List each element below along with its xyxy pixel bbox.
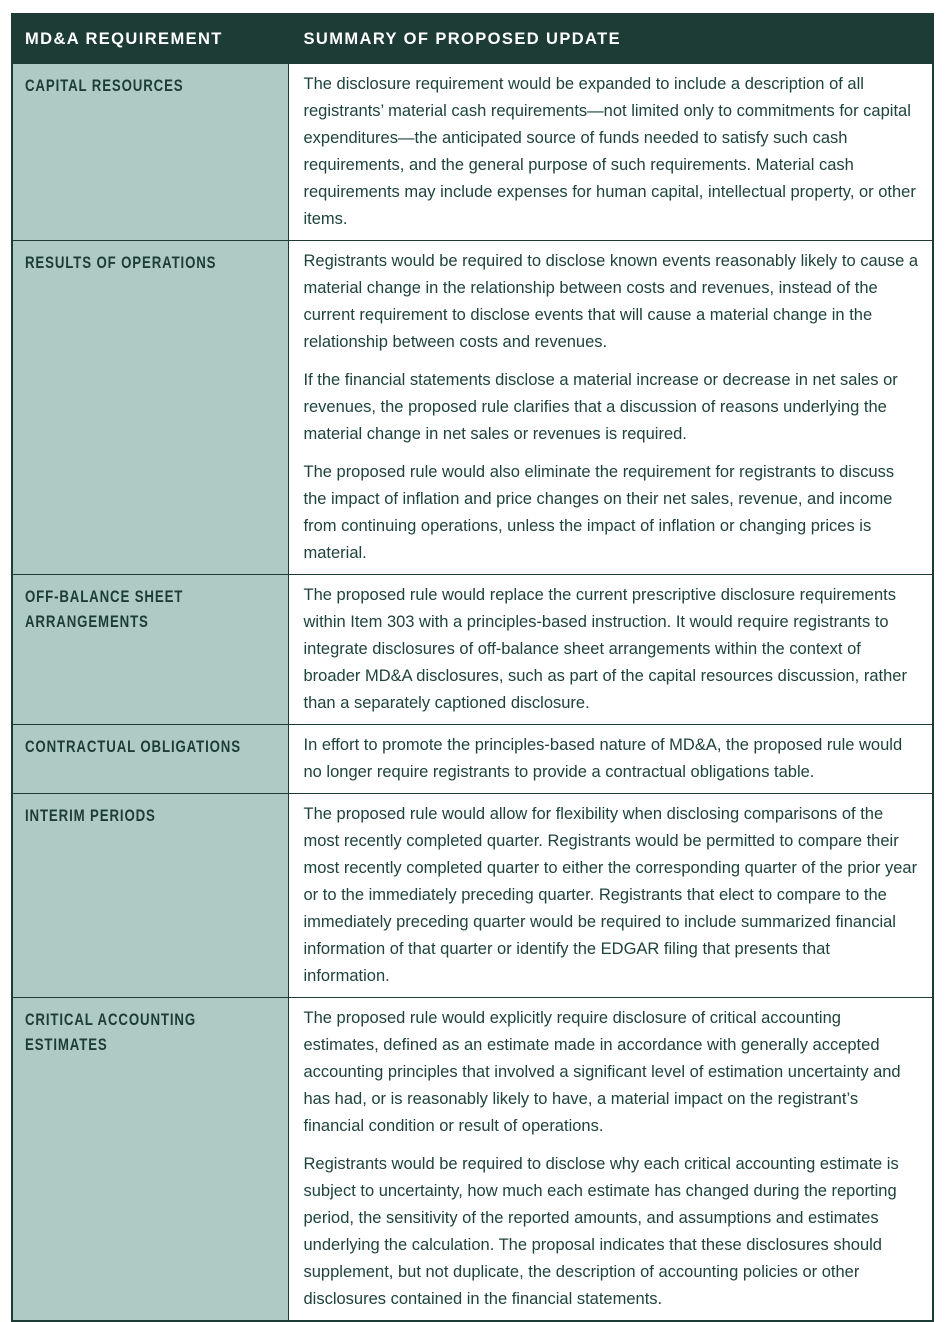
summary-cell	[288, 575, 933, 725]
summary-cell	[288, 241, 933, 575]
mdna-proposed-update-table	[11, 13, 934, 1322]
requirement-label: CRITICAL ACCOUNTING ESTIMATES	[25, 1010, 197, 1054]
requirement-cell	[12, 998, 288, 1322]
requirement-label: INTERIM PERIODS	[25, 806, 156, 825]
requirement-cell	[12, 794, 288, 998]
table-row	[12, 794, 933, 998]
summary-paragraph: If the financial statements disclose a material increase or decrease in net sales or revenues, the proposed rule clarifies that a discussion of reasons underlying the material change in net sales or revenues is required.	[303, 371, 898, 443]
summary-paragraph: The proposed rule would explicitly require disclosure of critical accounting estimates, defined as an estimate made in accordance with generally accepted accounting principles that involved a significant level of estimation uncertainty and has had, or is reasonably likely to have, a material impact on the registrant’s financial condition or result of operations.	[303, 1009, 901, 1135]
summary-paragraph: The proposed rule would allow for flexibility when disclosing comparisons of the most recently completed quarter. Registrants would be permitted to compare their most recently completed quarter to either the corresponding quarter of the prior year or to the immediately preceding quarter. Registrants that elect to compare to the immediately preceding quarter would be required to include summarized financial information of that quarter or identify the EDGAR filing that presents that information.	[303, 805, 918, 985]
table	[11, 13, 934, 1322]
table-row	[12, 64, 933, 241]
summary-paragraph: The disclosure requirement would be expanded to include a description of all registrants’ material cash requirements—not limited only to commitments for capital expenditures—the anticipated source of funds needed to satisfy such cash requirements, and the general purpose of such requirements. Material cash requirements may include expenses for human capital, intellectual property, or other items.	[303, 75, 916, 228]
column-header-summary-of-proposed-update: SUMMARY OF PROPOSED UPDATE	[288, 14, 933, 64]
requirement-cell	[12, 725, 288, 794]
requirement-cell	[12, 575, 288, 725]
requirement-label: CONTRACTUAL OBLIGATIONS	[25, 737, 241, 756]
summary-paragraph: In effort to promote the principles-based nature of MD&A, the proposed rule would no longer require registrants to provide a contractual obligations table.	[303, 736, 903, 781]
summary-paragraph: The proposed rule would replace the current prescriptive disclosure requirements within Item 303 with a principles-based instruction. It would require registrants to integrate disclosures of off-balance sheet arrangements within the context of broader MD&A disclosures, such as part of the capital resources discussion, rather than a separately captioned disclosure.	[303, 586, 907, 712]
summary-cell	[288, 64, 933, 241]
summary-paragraph: Registrants would be required to disclose known events reasonably likely to cause a material change in the relationship between costs and revenues, instead of the current requirement to disclose events that will cause a material change in the relationship between costs and revenues.	[303, 252, 919, 351]
requirement-cell	[12, 241, 288, 575]
table-row	[12, 241, 933, 575]
summary-paragraph: Registrants would be required to disclose why each critical accounting estimate is subject to uncertainty, how much each estimate has changed during the reporting period, the sensitivity of the reported amounts, and assumptions and estimates underlying the calculation. The proposal indicates that these disclosures should supplement, but not duplicate, the description of accounting policies or other disclosures contained in the financial statements.	[303, 1155, 899, 1308]
column-header-mdna-requirement: MD&A REQUIREMENT	[12, 14, 288, 64]
header-row	[12, 14, 933, 64]
summary-cell	[288, 725, 933, 794]
table-row	[12, 998, 933, 1322]
table-row	[12, 575, 933, 725]
requirement-label: RESULTS OF OPERATIONS	[25, 253, 217, 272]
requirement-label: CAPITAL RESOURCES	[25, 76, 184, 95]
summary-cell	[288, 998, 933, 1322]
summary-paragraph: The proposed rule would also eliminate the requirement for registrants to discuss the impact of inflation and price changes on their net sales, revenue, and income from continuing operations, unless the impact of inflation or changing prices is material.	[303, 463, 895, 562]
requirement-cell	[12, 64, 288, 241]
requirement-label: OFF-BALANCE SHEET ARRANGEMENTS	[25, 587, 184, 631]
table-row	[12, 725, 933, 794]
summary-cell	[288, 794, 933, 998]
